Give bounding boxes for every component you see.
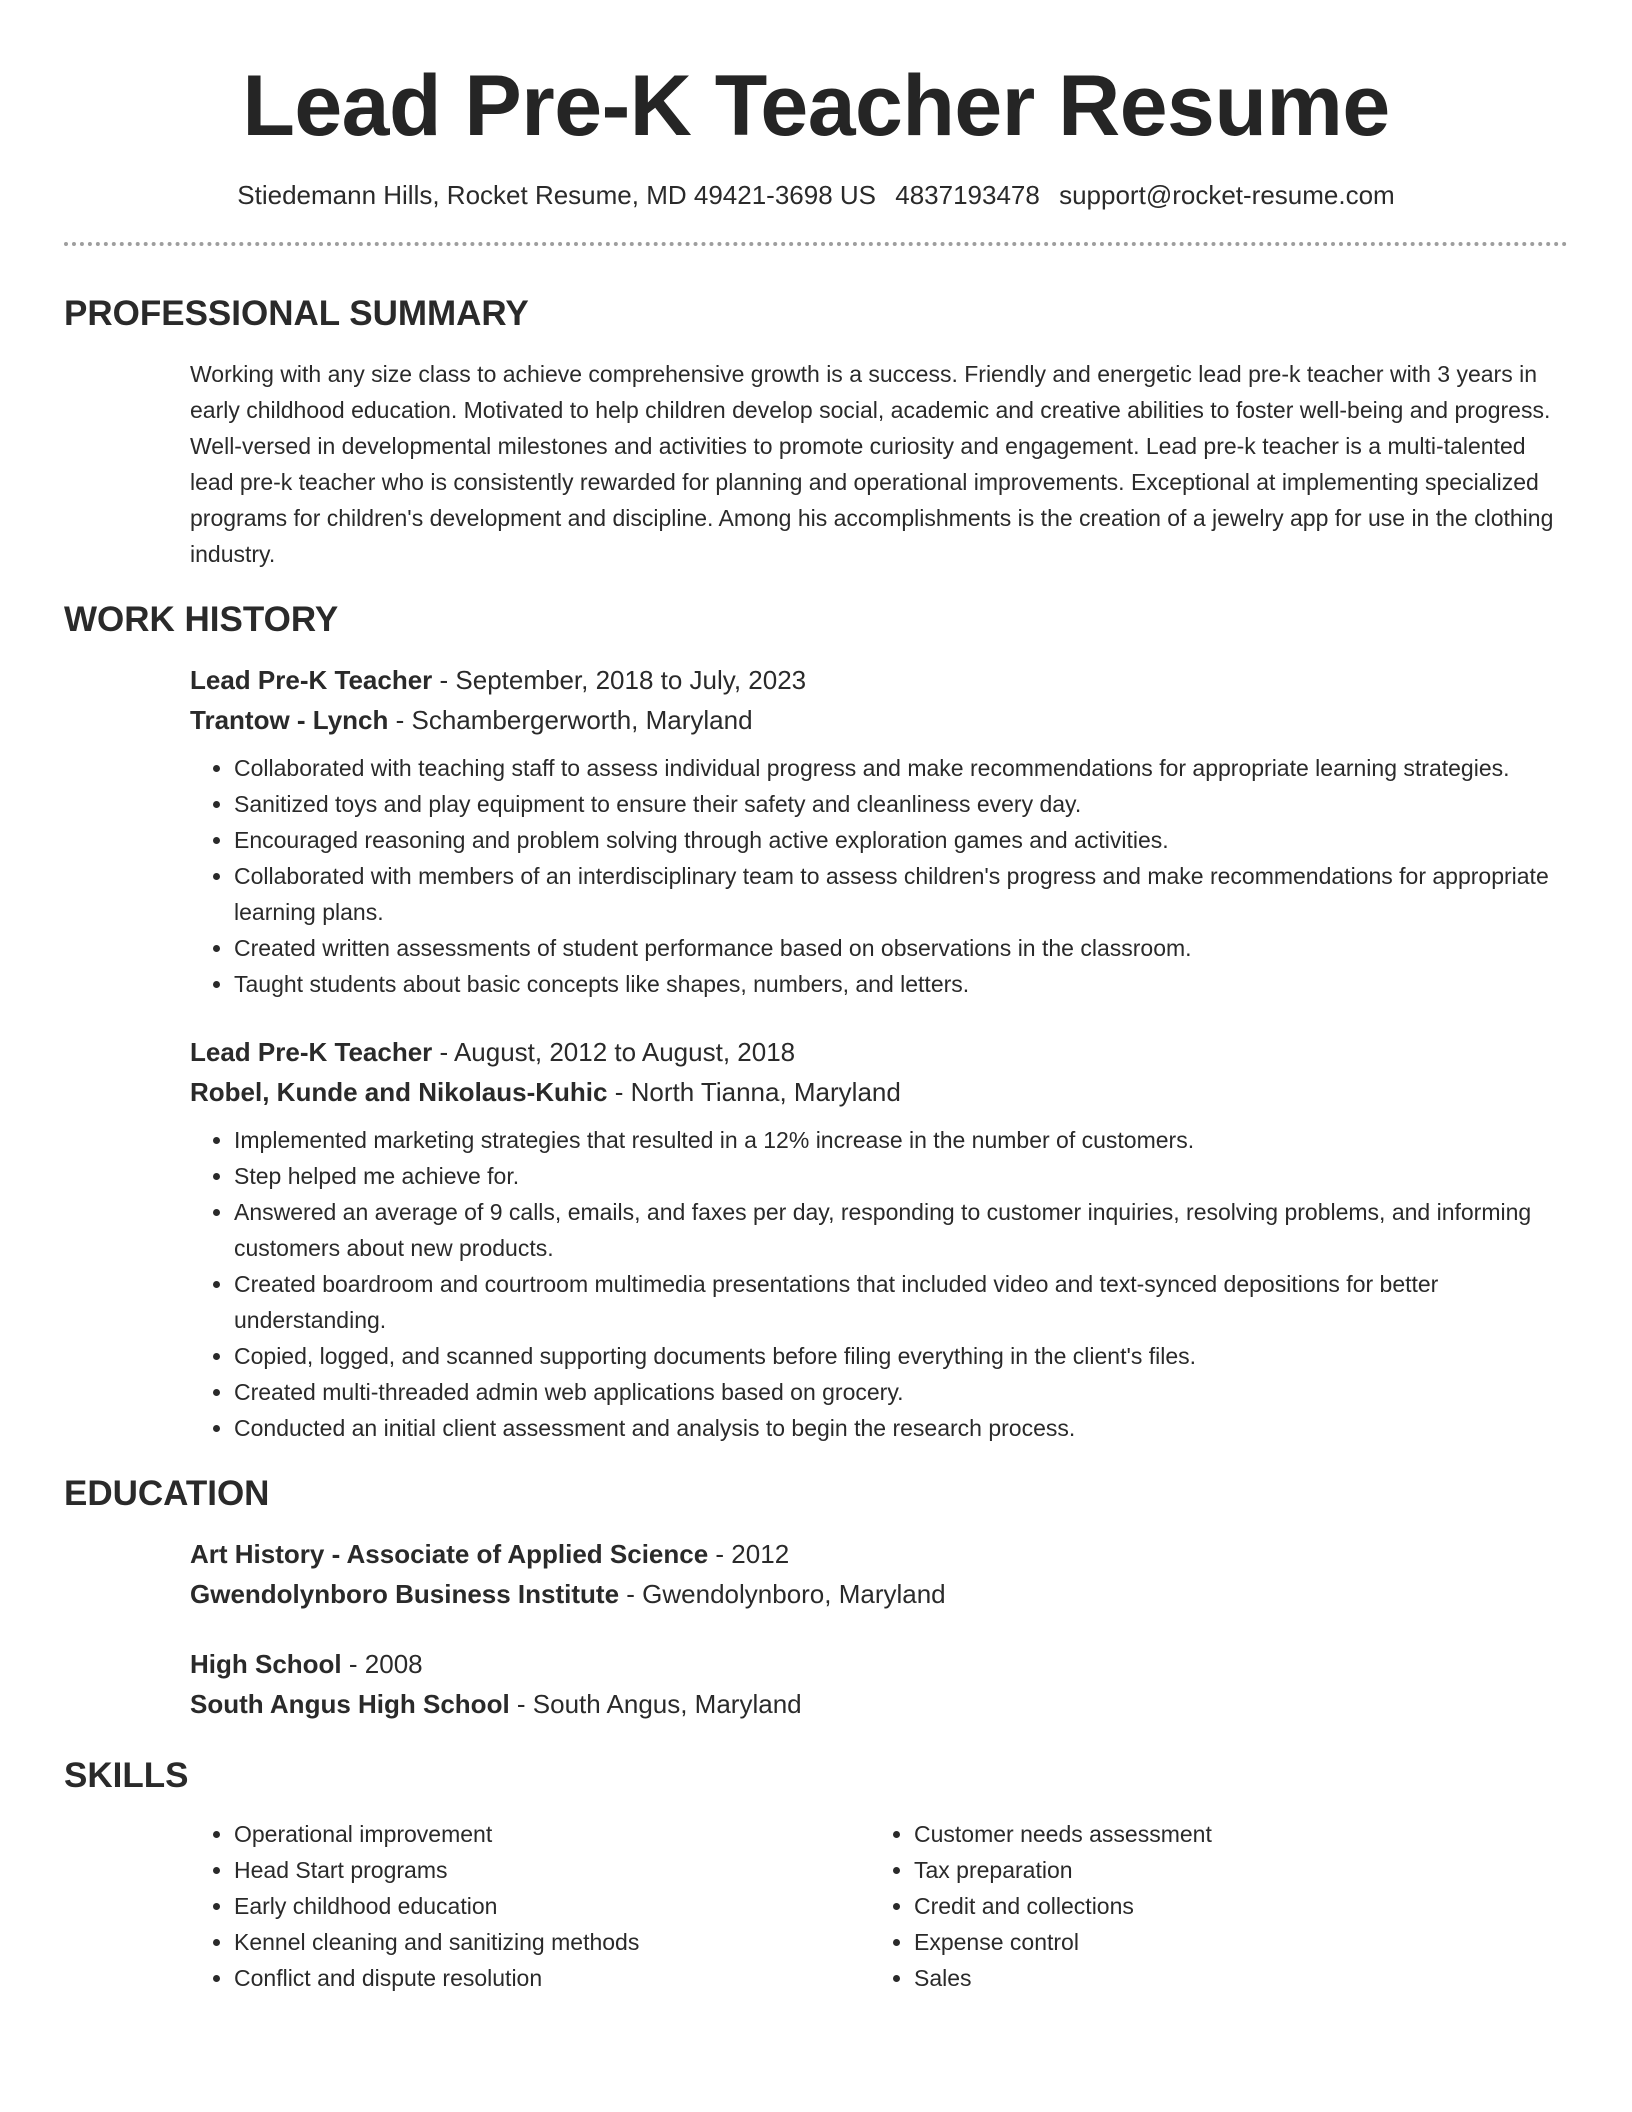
education-degree: High School bbox=[190, 1649, 342, 1679]
contact-line bbox=[64, 178, 1568, 212]
skills-section bbox=[190, 1816, 1568, 1996]
summary-text: Working with any size class to achieve comprehensive growth is a success. Friendly and energetic lead pre-k teacher with 3 years in early childhood education. Motivated to help children develop social, academic and creative abilities to foster well-being and progress. Well-versed in developmental milestones and activities to promote curiosity and engagement. Lead pre-k teacher is a multi-talented lead pre-k teacher who is consistently rewarded for planning and operational improvements. Exceptional at implementing specialized programs for children's development and discipline. Among his accomplishments is the creation of a jewelry app for use in the clothing industry. bbox=[190, 361, 1554, 567]
job-duty: • Created multi-threaded admin web applications based on grocery. bbox=[234, 1374, 1568, 1410]
header-divider bbox=[64, 242, 1568, 246]
skill-item: • Sales bbox=[914, 1960, 1550, 1996]
education-degree-line bbox=[190, 1534, 1568, 1574]
job-duty: • Answered an average of 9 calls, emails, and faxes per day, responding to customer inquiries, resolving problems, and informing customers about new products. bbox=[234, 1194, 1568, 1266]
education-entry bbox=[190, 1644, 1568, 1724]
job-location: - Schambergerworth, Maryland bbox=[388, 705, 753, 735]
job-entry bbox=[190, 1032, 1568, 1446]
education-degree-line bbox=[190, 1644, 1568, 1684]
skill-item: • Customer needs assessment bbox=[914, 1816, 1550, 1852]
job-duty: • Conducted an initial client assessment and analysis to begin the research process. bbox=[234, 1410, 1568, 1446]
job-dates: - September, 2018 to July, 2023 bbox=[432, 665, 807, 695]
job-dates: - August, 2012 to August, 2018 bbox=[432, 1037, 796, 1067]
skill-item: • Credit and collections bbox=[914, 1888, 1550, 1924]
job-company: Robel, Kunde and Nikolaus-Kuhic bbox=[190, 1077, 608, 1107]
resume-title: Lead Pre-K Teacher Resume bbox=[242, 58, 1390, 154]
work-history-section bbox=[190, 660, 1568, 1446]
summary-section bbox=[190, 356, 1568, 572]
contact-phone: 4837193478 bbox=[895, 180, 1040, 210]
education-section bbox=[190, 1534, 1568, 1724]
job-entry bbox=[190, 660, 1568, 1002]
skill-item: • Head Start programs bbox=[234, 1852, 870, 1888]
job-duties bbox=[190, 750, 1568, 1002]
skills-columns bbox=[190, 1816, 1568, 1996]
work-history-heading: WORK HISTORY bbox=[64, 600, 339, 639]
job-duty: • Created written assessments of student performance based on observations in the classroom. bbox=[234, 930, 1568, 966]
job-duty: • Created boardroom and courtroom multimedia presentations that included video and text-synced depositions for better understanding. bbox=[234, 1266, 1568, 1338]
education-year: - 2012 bbox=[708, 1539, 790, 1569]
skills-column-right bbox=[870, 1816, 1550, 1996]
job-role-line bbox=[190, 1032, 1568, 1072]
education-school: Gwendolynboro Business Institute bbox=[190, 1579, 620, 1609]
skill-item: • Conflict and dispute resolution bbox=[234, 1960, 870, 1996]
job-company: Trantow - Lynch bbox=[190, 705, 389, 735]
job-role: Lead Pre-K Teacher bbox=[190, 1037, 433, 1067]
skill-item: • Kennel cleaning and sanitizing methods bbox=[234, 1924, 870, 1960]
education-heading: EDUCATION bbox=[64, 1474, 270, 1513]
job-role-line bbox=[190, 660, 1568, 700]
job-duty: • Step helped me achieve for. bbox=[234, 1158, 1568, 1194]
job-duty: • Encouraged reasoning and problem solving through active exploration games and activities. bbox=[234, 822, 1568, 858]
skills-heading: SKILLS bbox=[64, 1756, 189, 1795]
education-school: South Angus High School bbox=[190, 1689, 510, 1719]
skills-list bbox=[190, 1816, 870, 1996]
job-location: - North Tianna, Maryland bbox=[607, 1077, 901, 1107]
education-location: - Gwendolynboro, Maryland bbox=[619, 1579, 946, 1609]
education-entry bbox=[190, 1534, 1568, 1614]
skill-item: • Tax preparation bbox=[914, 1852, 1550, 1888]
job-role: Lead Pre-K Teacher bbox=[190, 665, 433, 695]
job-duty: • Implemented marketing strategies that resulted in a 12% increase in the number of customers. bbox=[234, 1122, 1568, 1158]
education-year: - 2008 bbox=[341, 1649, 423, 1679]
job-company-line bbox=[190, 700, 1568, 740]
job-duty: • Taught students about basic concepts like shapes, numbers, and letters. bbox=[234, 966, 1568, 1002]
contact-address: Stiedemann Hills, Rocket Resume, MD 49421-3698 US bbox=[237, 180, 877, 210]
resume-page bbox=[64, 0, 1568, 1996]
skills-list bbox=[870, 1816, 1550, 1996]
education-location: - South Angus, Maryland bbox=[509, 1689, 802, 1719]
contact-email: support@rocket-resume.com bbox=[1059, 180, 1395, 210]
job-duty: • Collaborated with teaching staff to assess individual progress and make recommendations for appropriate learning strategies. bbox=[234, 750, 1568, 786]
skills-column-left bbox=[190, 1816, 870, 1996]
education-school-line bbox=[190, 1574, 1568, 1614]
job-company-line bbox=[190, 1072, 1568, 1112]
summary-heading: PROFESSIONAL SUMMARY bbox=[64, 294, 529, 333]
skill-item: • Expense control bbox=[914, 1924, 1550, 1960]
education-degree: Art History - Associate of Applied Science bbox=[190, 1539, 709, 1569]
job-duties bbox=[190, 1122, 1568, 1446]
education-school-line bbox=[190, 1684, 1568, 1724]
skill-item: • Operational improvement bbox=[234, 1816, 870, 1852]
job-duty: • Copied, logged, and scanned supporting documents before filing everything in the client's files. bbox=[234, 1338, 1568, 1374]
job-duty: • Sanitized toys and play equipment to ensure their safety and cleanliness every day. bbox=[234, 786, 1568, 822]
job-duty: • Collaborated with members of an interdisciplinary team to assess children's progress and make recommendations for appropriate learning plans. bbox=[234, 858, 1568, 930]
skill-item: • Early childhood education bbox=[234, 1888, 870, 1924]
